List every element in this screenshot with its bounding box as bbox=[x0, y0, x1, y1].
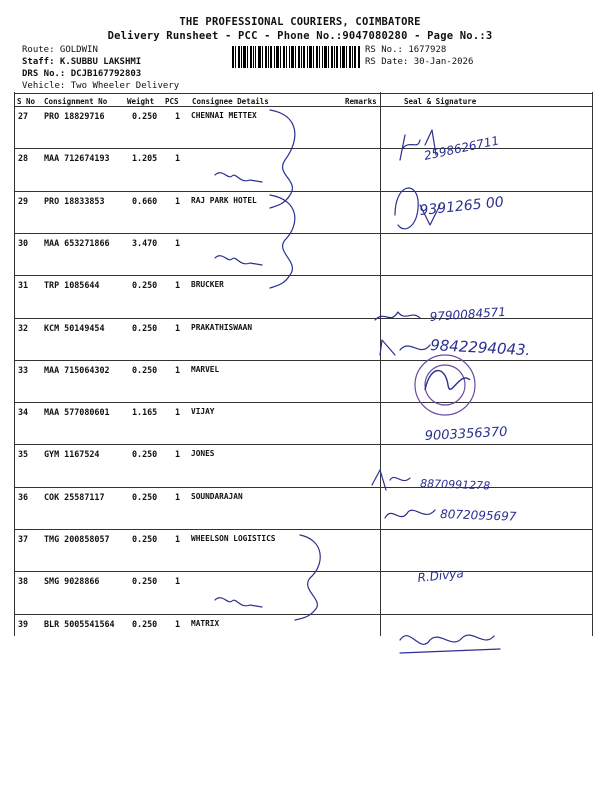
row-weight: 0.250 bbox=[132, 491, 158, 502]
row-weight: 1.165 bbox=[132, 407, 158, 418]
row-sno: 37 bbox=[18, 534, 29, 544]
row-consignee: VIJAY bbox=[191, 407, 215, 417]
row-consignment: PRO 18833853 bbox=[44, 195, 105, 206]
row-pcs: 1 bbox=[175, 407, 181, 418]
row-divider bbox=[14, 275, 592, 276]
row-consignee: SOUNDARAJAN bbox=[191, 491, 243, 501]
handwritten-name: R.Divya bbox=[416, 566, 465, 585]
row-divider bbox=[14, 444, 592, 445]
handwritten-phone: 9003356370 bbox=[424, 424, 508, 444]
row-sno: 33 bbox=[18, 364, 29, 375]
route-label: Route: GOLDWIN bbox=[22, 45, 98, 55]
row-sno: 32 bbox=[18, 322, 29, 333]
table-row bbox=[14, 148, 592, 190]
row-divider bbox=[14, 148, 592, 149]
col-pcs: PCS bbox=[165, 97, 179, 106]
row-pcs: 1 bbox=[175, 322, 181, 333]
row-sno: 34 bbox=[18, 407, 29, 418]
row-divider bbox=[14, 191, 592, 192]
row-consignee: BRUCKER bbox=[191, 280, 224, 290]
row-sno: 36 bbox=[18, 491, 29, 502]
row-pcs: 1 bbox=[175, 153, 181, 164]
row-pcs: 1 bbox=[175, 618, 181, 629]
table-row bbox=[14, 444, 592, 486]
col-remarks: Remarks bbox=[345, 97, 377, 106]
handwritten-phone: 2598626711 bbox=[422, 133, 501, 163]
handwritten-phone: 9842294043. bbox=[429, 336, 531, 360]
row-sno: 39 bbox=[18, 618, 29, 629]
row-consignment: MAA 577080601 bbox=[44, 407, 110, 418]
row-weight: 0.250 bbox=[132, 364, 158, 375]
row-consignee: MARVEL bbox=[191, 364, 220, 374]
row-pcs: 1 bbox=[175, 364, 181, 375]
row-consignment: MAA 712674193 bbox=[44, 153, 110, 164]
col-consignee: Consignee Details bbox=[192, 97, 269, 106]
table-row bbox=[14, 106, 592, 148]
table-row bbox=[14, 275, 592, 317]
row-pcs: 1 bbox=[175, 280, 181, 291]
row-sno: 28 bbox=[18, 153, 29, 164]
row-divider bbox=[14, 487, 592, 488]
row-pcs: 1 bbox=[175, 491, 181, 502]
rs-date: RS Date: 30-Jan-2026 bbox=[365, 57, 474, 67]
row-weight: 1.205 bbox=[132, 153, 158, 164]
handwritten-phone: 9790084571 bbox=[429, 304, 507, 324]
row-consignment: PRO 18829716 bbox=[44, 111, 105, 121]
row-sno: 31 bbox=[18, 280, 29, 291]
table-right-border bbox=[592, 92, 593, 636]
drs-label: DRS No.: DCJB167792803 bbox=[22, 69, 142, 79]
row-pcs: 1 bbox=[175, 534, 181, 544]
row-weight: 0.250 bbox=[132, 111, 158, 121]
row-divider bbox=[14, 529, 592, 530]
col-weight: Weight bbox=[127, 97, 155, 106]
row-weight: 0.250 bbox=[132, 449, 158, 460]
row-consignment: KCM 50149454 bbox=[44, 322, 105, 333]
row-weight: 0.250 bbox=[132, 534, 158, 544]
row-divider bbox=[14, 233, 592, 234]
row-pcs: 1 bbox=[175, 237, 181, 248]
row-sno: 38 bbox=[18, 576, 29, 587]
table-row bbox=[14, 571, 592, 613]
col-consignment: Consignment No bbox=[44, 97, 108, 106]
table-row bbox=[14, 487, 592, 529]
row-consignee: JONES bbox=[191, 449, 215, 459]
table-row bbox=[14, 191, 592, 233]
row-sno: 29 bbox=[18, 195, 29, 206]
row-consignee: CHENNAI METTEX bbox=[191, 111, 257, 120]
row-divider bbox=[14, 318, 592, 319]
barcode-image bbox=[232, 46, 360, 68]
row-consignment: COK 25587117 bbox=[44, 491, 105, 502]
row-consignment: TRP 1085644 bbox=[44, 280, 100, 291]
row-pcs: 1 bbox=[175, 111, 181, 121]
rs-number: RS No.: 1677928 bbox=[365, 45, 447, 55]
row-divider bbox=[14, 402, 592, 403]
row-pcs: 1 bbox=[175, 449, 181, 460]
row-weight: 3.470 bbox=[132, 237, 158, 248]
row-weight: 0.250 bbox=[132, 618, 158, 629]
table-row bbox=[14, 614, 592, 656]
row-weight: 0.250 bbox=[132, 576, 158, 587]
runsheet-subtitle: Delivery Runsheet - PCC - Phone No.:9047080280 - Page No.:3 bbox=[107, 30, 493, 42]
row-pcs: 1 bbox=[175, 576, 181, 587]
row-consignment: MAA 715064302 bbox=[44, 364, 110, 375]
row-weight: 0.250 bbox=[132, 280, 158, 291]
table-row bbox=[14, 233, 592, 275]
row-divider bbox=[14, 571, 592, 572]
vehicle-label: Vehicle: Two Wheeler Delivery bbox=[22, 81, 180, 91]
handwritten-phone: 8870991278 bbox=[419, 477, 491, 493]
row-divider bbox=[14, 360, 592, 361]
row-weight: 0.660 bbox=[132, 195, 158, 206]
col-seal: Seal & Signature bbox=[404, 97, 477, 106]
col-sno: S No bbox=[17, 97, 36, 106]
table-row bbox=[14, 360, 592, 402]
row-consignee: PRAKATHISWAAN bbox=[191, 322, 253, 332]
table-row bbox=[14, 318, 592, 360]
row-consignment: MAA 653271866 bbox=[44, 237, 110, 248]
row-divider bbox=[14, 614, 592, 615]
row-sno: 27 bbox=[18, 111, 29, 121]
table-top-border bbox=[14, 93, 592, 94]
table-row bbox=[14, 529, 592, 571]
row-consignee: MATRIX bbox=[191, 618, 220, 628]
row-consignment: SMG 9028866 bbox=[44, 576, 100, 587]
company-title: THE PROFESSIONAL COURIERS, COIMBATORE bbox=[179, 16, 421, 28]
row-sno: 35 bbox=[18, 449, 29, 460]
row-consignment: BLR 5005541564 bbox=[44, 618, 115, 629]
table-row bbox=[14, 402, 592, 444]
row-consignee: WHEELSON LOGISTICS bbox=[191, 534, 276, 543]
row-sno: 30 bbox=[18, 237, 29, 248]
handwritten-phone: 9391265 00 bbox=[418, 194, 505, 219]
row-pcs: 1 bbox=[175, 195, 181, 206]
row-consignment: TMG 200858057 bbox=[44, 534, 110, 544]
row-consignment: GYM 1167524 bbox=[44, 449, 100, 460]
row-weight: 0.250 bbox=[132, 322, 158, 333]
staff-label: Staff: K.SUBBU LAKSHMI bbox=[22, 57, 142, 67]
row-consignee: RAJ PARK HOTEL bbox=[191, 195, 257, 205]
handwritten-phone: 8072095697 bbox=[439, 507, 517, 524]
